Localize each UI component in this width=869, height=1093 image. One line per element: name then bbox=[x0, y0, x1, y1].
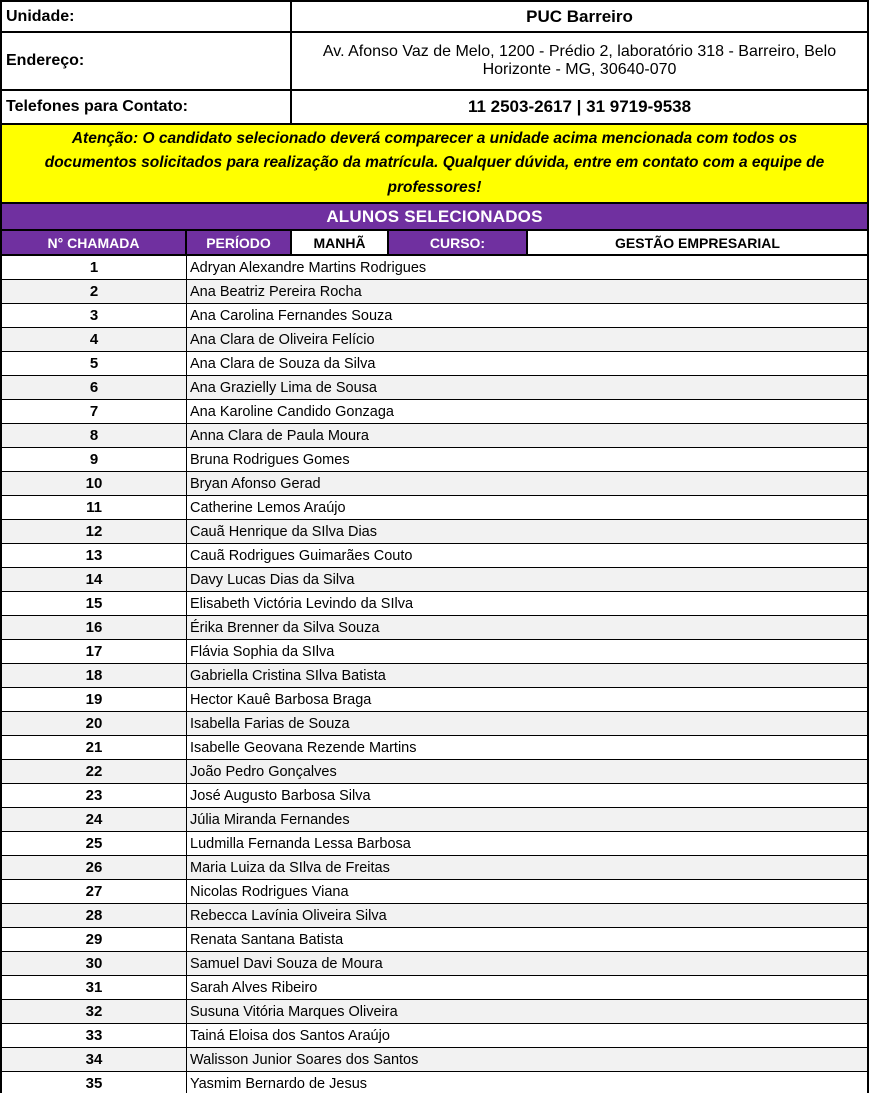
student-row bbox=[2, 400, 867, 424]
student-row bbox=[2, 976, 867, 1000]
student-row bbox=[2, 856, 867, 880]
student-call-number: 24 bbox=[2, 808, 187, 831]
student-name: Gabriella Cristina SIlva Batista bbox=[190, 667, 386, 684]
student-call-number: 21 bbox=[2, 736, 187, 759]
column-header-curso: CURSO: bbox=[389, 231, 528, 254]
student-name: Ana Grazielly Lima de Sousa bbox=[190, 379, 377, 396]
column-header-chamada: N° CHAMADA bbox=[2, 231, 187, 254]
student-row bbox=[2, 1072, 867, 1093]
telefones-row bbox=[2, 91, 867, 123]
unidade-row bbox=[2, 2, 867, 33]
student-call-number: 4 bbox=[2, 328, 187, 351]
student-row bbox=[2, 520, 867, 544]
student-call-number: 9 bbox=[2, 448, 187, 471]
student-name: Renata Santana Batista bbox=[190, 931, 344, 948]
student-name: Catherine Lemos Araújo bbox=[190, 499, 346, 516]
periodo-value: MANHÃ bbox=[292, 231, 389, 254]
student-call-number: 25 bbox=[2, 832, 187, 855]
student-name: Hector Kauê Barbosa Braga bbox=[190, 691, 372, 708]
student-call-number: 15 bbox=[2, 592, 187, 615]
student-call-number: 33 bbox=[2, 1024, 187, 1047]
student-row bbox=[2, 1000, 867, 1024]
student-call-number: 14 bbox=[2, 568, 187, 591]
student-row bbox=[2, 256, 867, 280]
student-name: Walisson Junior Soares dos Santos bbox=[190, 1051, 419, 1068]
student-call-number: 20 bbox=[2, 712, 187, 735]
table-subheader bbox=[2, 231, 867, 256]
student-name: Ana Beatriz Pereira Rocha bbox=[190, 283, 362, 300]
student-call-number: 27 bbox=[2, 880, 187, 903]
student-row bbox=[2, 904, 867, 928]
student-name: Elisabeth Victória Levindo da SIlva bbox=[190, 595, 414, 612]
student-call-number: 11 bbox=[2, 496, 187, 519]
students-table-body bbox=[2, 256, 867, 1093]
student-call-number: 34 bbox=[2, 1048, 187, 1071]
student-row bbox=[2, 1024, 867, 1048]
student-row bbox=[2, 424, 867, 448]
selected-students-title: ALUNOS SELECIONADOS bbox=[2, 204, 867, 231]
student-call-number: 26 bbox=[2, 856, 187, 879]
unidade-label: Unidade: bbox=[2, 2, 292, 31]
student-call-number: 16 bbox=[2, 616, 187, 639]
student-row bbox=[2, 496, 867, 520]
student-row bbox=[2, 568, 867, 592]
endereco-row bbox=[2, 33, 867, 91]
student-name: Anna Clara de Paula Moura bbox=[190, 427, 369, 444]
student-call-number: 13 bbox=[2, 544, 187, 567]
student-name: Davy Lucas Dias da Silva bbox=[190, 571, 355, 588]
student-call-number: 29 bbox=[2, 928, 187, 951]
student-row bbox=[2, 712, 867, 736]
student-row bbox=[2, 616, 867, 640]
student-name: Bruna Rodrigues Gomes bbox=[190, 451, 350, 468]
student-name: Ana Clara de Souza da Silva bbox=[190, 355, 376, 372]
student-call-number: 6 bbox=[2, 376, 187, 399]
endereco-value: Av. Afonso Vaz de Melo, 1200 - Prédio 2, laboratório 318 - Barreiro, Belo Horizonte - MG, 30640-070 bbox=[322, 43, 837, 78]
student-row bbox=[2, 280, 867, 304]
student-name: João Pedro Gonçalves bbox=[190, 763, 337, 780]
student-name: Bryan Afonso Gerad bbox=[190, 475, 321, 492]
student-name: Ana Karoline Candido Gonzaga bbox=[190, 403, 394, 420]
student-row bbox=[2, 640, 867, 664]
student-row bbox=[2, 760, 867, 784]
student-call-number: 30 bbox=[2, 952, 187, 975]
student-row bbox=[2, 544, 867, 568]
student-call-number: 23 bbox=[2, 784, 187, 807]
student-row bbox=[2, 352, 867, 376]
student-row bbox=[2, 688, 867, 712]
student-row bbox=[2, 808, 867, 832]
student-name: Cauã Rodrigues Guimarães Couto bbox=[190, 547, 413, 564]
student-row bbox=[2, 928, 867, 952]
student-name: Ana Clara de Oliveira Felício bbox=[190, 331, 375, 348]
student-call-number: 8 bbox=[2, 424, 187, 447]
student-name: Flávia Sophia da SIlva bbox=[190, 643, 335, 660]
student-name: Samuel Davi Souza de Moura bbox=[190, 955, 383, 972]
student-call-number: 32 bbox=[2, 1000, 187, 1023]
telefones-label: Telefones para Contato: bbox=[2, 91, 292, 123]
student-call-number: 10 bbox=[2, 472, 187, 495]
student-name: Isabella Farias de Souza bbox=[190, 715, 350, 732]
student-name: Nicolas Rodrigues Viana bbox=[190, 883, 349, 900]
student-name: José Augusto Barbosa Silva bbox=[190, 787, 371, 804]
student-call-number: 12 bbox=[2, 520, 187, 543]
student-call-number: 1 bbox=[2, 256, 187, 279]
student-name: Susuna Vitória Marques Oliveira bbox=[190, 1003, 398, 1020]
telefones-value: 11 2503-2617 | 31 9719-9538 bbox=[467, 97, 692, 116]
student-call-number: 31 bbox=[2, 976, 187, 999]
student-row bbox=[2, 1048, 867, 1072]
student-name: Ludmilla Fernanda Lessa Barbosa bbox=[190, 835, 411, 852]
student-name: Ana Carolina Fernandes Souza bbox=[190, 307, 393, 324]
student-call-number: 18 bbox=[2, 664, 187, 687]
student-call-number: 22 bbox=[2, 760, 187, 783]
student-call-number: 3 bbox=[2, 304, 187, 327]
student-row bbox=[2, 664, 867, 688]
student-name: Júlia Miranda Fernandes bbox=[190, 811, 350, 828]
student-call-number: 19 bbox=[2, 688, 187, 711]
student-name: Isabelle Geovana Rezende Martins bbox=[190, 739, 417, 756]
attention-notice: Atenção: O candidato selecionado deverá comparecer a unidade acima mencionada com todos os documentos solicitados para realização da matrícula. Qualquer dúvida, entre em contato com a equipe de professores! bbox=[2, 125, 867, 204]
student-call-number: 28 bbox=[2, 904, 187, 927]
student-row bbox=[2, 304, 867, 328]
student-row bbox=[2, 376, 867, 400]
student-name: Rebecca Lavínia Oliveira Silva bbox=[190, 907, 387, 924]
student-row bbox=[2, 736, 867, 760]
unidade-value: PUC Barreiro bbox=[526, 6, 633, 26]
student-name: Adryan Alexandre Martins Rodrigues bbox=[190, 259, 427, 276]
student-row bbox=[2, 592, 867, 616]
student-row bbox=[2, 448, 867, 472]
student-name: Sarah Alves Ribeiro bbox=[190, 979, 318, 996]
student-call-number: 5 bbox=[2, 352, 187, 375]
student-call-number: 17 bbox=[2, 640, 187, 663]
student-name: Maria Luiza da SIlva de Freitas bbox=[190, 859, 390, 876]
student-call-number: 2 bbox=[2, 280, 187, 303]
unit-info-table bbox=[2, 2, 867, 125]
student-name: Cauã Henrique da SIlva Dias bbox=[190, 523, 377, 540]
student-name: Érika Brenner da Silva Souza bbox=[190, 619, 380, 636]
student-row bbox=[2, 472, 867, 496]
student-row bbox=[2, 880, 867, 904]
student-name: Tainá Eloisa dos Santos Araújo bbox=[190, 1027, 390, 1044]
student-row bbox=[2, 832, 867, 856]
student-call-number: 35 bbox=[2, 1072, 187, 1093]
student-name: Yasmim Bernardo de Jesus bbox=[190, 1075, 368, 1092]
student-row bbox=[2, 784, 867, 808]
student-row bbox=[2, 328, 867, 352]
curso-value: GESTÃO EMPRESARIAL bbox=[528, 231, 867, 254]
student-row bbox=[2, 952, 867, 976]
column-header-periodo: PERÍODO bbox=[187, 231, 292, 254]
student-call-number: 7 bbox=[2, 400, 187, 423]
endereco-label: Endereço: bbox=[2, 33, 292, 89]
